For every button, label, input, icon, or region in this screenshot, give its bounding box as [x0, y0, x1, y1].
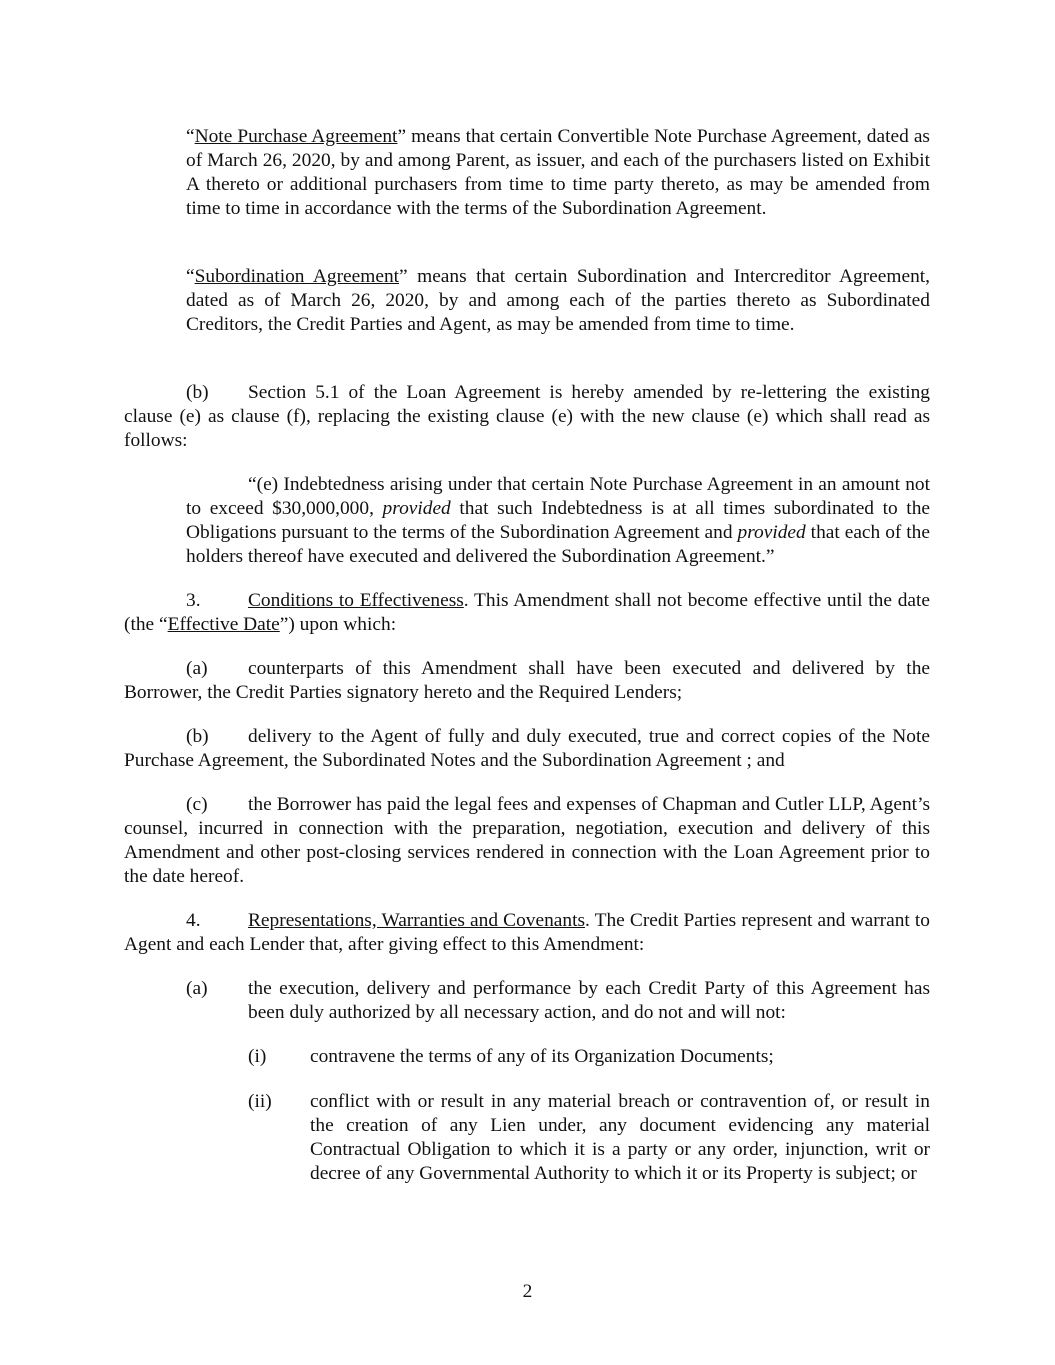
clause-text: the execution, delivery and performance by each Credit Party of this Agreement has been duly authorized by all necessary action, and do not and will not: — [248, 978, 930, 1023]
section-4-subitem-i — [248, 1045, 930, 1069]
clause-text: conflict with or result in any material breach or contravention of, or result in the creation of any Lien under, any document evidencing any material Contractual Obligation to which it is a party or any order, injunction, writ or decree of any Governmental Authority to which it or its Property is subject; or — [310, 1091, 930, 1184]
section-text: ”) upon which: — [279, 614, 397, 635]
clause-label: (b) — [186, 726, 209, 747]
definition-text: ” means that certain Convertible Note Purchase Agreement, dated as of March 26, 2020, by and among Parent, as issuer, and each of the purchasers listed on Exhibit A thereto or additional purchasers from time to time party thereto, as may be amended from time to time in accordance with the terms of the Subordination Agreement. — [186, 126, 930, 219]
italic-provided: provided — [737, 522, 806, 543]
definition-text: ” means that certain Subordination and Intercreditor Agreement, dated as of March 26, 2020, by and among each of the parties thereto as Subordinated Creditors, the Credit Parties and Agent, as may be amended from time to time. — [186, 266, 930, 335]
section-3-paragraph — [124, 589, 930, 637]
open-quote: “ — [186, 126, 195, 147]
section-heading: Representations, Warranties and Covenants — [248, 910, 586, 931]
quoted-clause-e — [186, 473, 930, 569]
section-3-item-c — [124, 793, 930, 889]
section-4-paragraph — [124, 909, 930, 957]
page-number: 2 — [522, 1281, 533, 1302]
section-text: . The Credit Parties represent and warrant to Agent and each Lender that, after giving effect to this Amendment: — [124, 910, 931, 955]
section-text: . This Amendment shall not become effective until the date (the “ — [124, 590, 930, 635]
definition-subordination-agreement — [186, 265, 930, 337]
section-number: 4. — [186, 910, 201, 931]
clause-label: (ii) — [248, 1091, 272, 1112]
clause-label: (c) — [186, 794, 208, 815]
section-number: 3. — [186, 590, 201, 611]
clause-label: (a) — [186, 658, 208, 679]
section-2b-paragraph — [124, 381, 930, 453]
clause-text: delivery to the Agent of fully and duly executed, true and correct copies of the Note Purchase Agreement, the Subordinated Notes and the Subordination Agreement ; and — [124, 726, 930, 771]
quote-text: that each of the holders thereof have executed and delivered the Subordination Agreement.” — [186, 522, 930, 567]
section-heading: Conditions to Effectiveness — [248, 590, 464, 611]
open-quote: “ — [186, 266, 195, 287]
italic-provided: provided — [382, 498, 451, 519]
section-3-item-b — [124, 725, 930, 773]
defined-term: Subordination Agreement — [194, 266, 400, 287]
clause-text: Section 5.1 of the Loan Agreement is hereby amended by re-lettering the existing clause (e) as clause (f), replacing the existing clause (e) with the new clause (e) which shall read as follows: — [124, 382, 930, 451]
clause-text: contravene the terms of any of its Organization Documents; — [310, 1046, 774, 1067]
defined-term: Note Purchase Agreement — [194, 126, 398, 147]
defined-term: Effective Date — [167, 614, 280, 635]
clause-label: (a) — [186, 978, 208, 999]
section-4-subitem-ii — [248, 1090, 930, 1186]
clause-text: the Borrower has paid the legal fees and expenses of Chapman and Cutler LLP, Agent’s counsel, incurred in connection with the preparation, negotiation, execution and delivery of this Amendment and other post-closing services rendered in connection with the Loan Agreement prior to the date hereof. — [124, 794, 930, 887]
quote-text: that such Indebtedness is at all times subordinated to the Obligations pursuant to the terms of the Subordination Agreement and — [186, 498, 930, 543]
clause-text: counterparts of this Amendment shall have been executed and delivered by the Borrower, the Credit Parties signatory hereto and the Required Lenders; — [124, 658, 930, 703]
definition-note-purchase-agreement — [186, 125, 930, 221]
quote-text: “(e) Indebtedness arising under that certain Note Purchase Agreement in an amount not to exceed $30,000,000, — [186, 474, 930, 519]
section-3-item-a — [124, 657, 930, 705]
clause-label: (i) — [248, 1046, 267, 1067]
clause-label: (b) — [186, 382, 209, 403]
section-4-item-a — [186, 977, 930, 1025]
